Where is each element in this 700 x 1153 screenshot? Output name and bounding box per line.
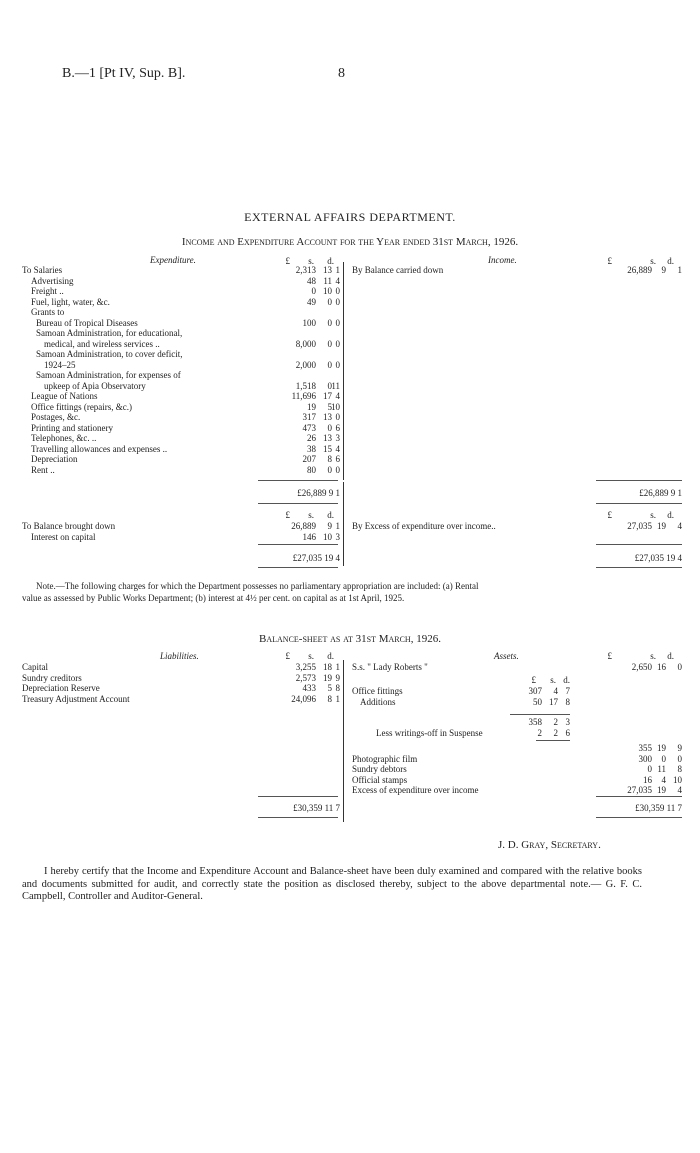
amount-pounds: 100: [302, 317, 316, 328]
asset-row: [352, 662, 682, 673]
amount-shillings: 16: [657, 662, 666, 672]
amount-pence: 0: [335, 317, 340, 328]
asset-net-fittings: [352, 743, 682, 754]
liabilities-currency-header: £ s. d.: [285, 651, 334, 661]
row-label: Official stamps: [352, 774, 408, 785]
amount-pence: 0: [335, 338, 340, 349]
amount-pence: 4: [677, 785, 682, 795]
amount-pounds: 49: [307, 296, 316, 307]
amount-pounds: 0: [311, 286, 316, 296]
amount-pence: 8: [677, 764, 682, 774]
row-label: To Salaries: [22, 265, 63, 275]
amount-shillings: 11: [323, 275, 332, 286]
row-label: By Excess of expenditure over income..: [352, 521, 496, 531]
amount-pence: 3: [565, 717, 570, 727]
liabilities-total: £30,359 11 7: [293, 803, 340, 813]
assets-column-heading: Assets.: [494, 651, 519, 661]
amount-shillings: 8: [327, 454, 332, 464]
rule: [510, 714, 570, 715]
row-label: Office fittings: [352, 686, 403, 696]
amount-pounds: 26,889: [291, 521, 316, 531]
amount-pounds: 8,000: [295, 338, 316, 349]
amount-shillings: 2: [553, 717, 558, 727]
asset-subrow: [352, 686, 582, 697]
amount-shillings: 5: [327, 683, 332, 693]
row-label: Depreciation: [31, 454, 78, 464]
income-total: £26,889 9 1: [639, 488, 682, 498]
amount-pounds: 2,000: [295, 359, 316, 370]
expenditure-currency-header: £ s. d.: [285, 256, 334, 266]
row-label: Depreciation Reserve: [22, 683, 100, 693]
amount-shillings: 19: [657, 521, 666, 531]
amount-pounds: 207: [302, 454, 316, 464]
rule: [258, 817, 338, 818]
amount-pounds: 473: [302, 422, 316, 433]
secretary-signature: J. D. Gray, Secretary.: [498, 839, 601, 851]
row-label: Telephones, &c. ..: [31, 433, 97, 443]
amount-pounds: 27,035: [627, 521, 652, 531]
amount-pounds: 24,096: [291, 693, 316, 704]
row-label: Interest on capital: [31, 531, 96, 542]
row-label: League of Nations: [31, 391, 98, 401]
amount-pence: 4: [335, 391, 340, 401]
amount-pounds: 1,518: [295, 380, 316, 391]
amount-pounds: 433: [302, 683, 316, 693]
row-label: Photographic film: [352, 753, 418, 764]
amount-pence: 3: [335, 531, 340, 542]
audit-certificate: I hereby certify that the Income and Expenditure Account and Balance-sheet have been duly examined and compared with the relative books and documents submitted for audit, and correctly state the position as disclosed thereby, subject to the above departmental note.— G. F. C. Campbell, Controller and Auditor-General.: [22, 866, 642, 902]
liabilities-column-heading: Liabilities.: [160, 651, 199, 661]
amount-pence: 6: [335, 454, 340, 464]
amount-pounds: 2,573: [295, 672, 316, 683]
amount-pence: 8: [565, 696, 570, 707]
amount-shillings: 11: [657, 764, 666, 774]
amount-shillings: 0: [327, 422, 332, 433]
expenditure-total: £26,889 9 1: [297, 488, 340, 498]
row-label: Excess of expenditure over income: [352, 785, 479, 795]
amount-shillings: 0: [661, 753, 666, 764]
assets-total: £30,359 11 7: [635, 803, 682, 813]
note-line-1: Note.—The following charges for which the Department possesses no parliamentary appropriation are included: (a) Rental: [36, 581, 479, 591]
row-label: Less writings-off in Suspense: [376, 728, 483, 738]
rule: [596, 817, 682, 818]
amount-shillings: 0: [327, 296, 332, 307]
income-currency-header-2: £ s. d.: [607, 510, 674, 520]
amount-pounds: 50: [533, 696, 542, 707]
row-label: Freight ..: [31, 286, 64, 296]
amount-pence: 0: [335, 412, 340, 422]
amount-pence: 6: [565, 728, 570, 738]
amount-shillings: 13: [323, 265, 332, 275]
expenditure-total-2: £27,035 19 4: [292, 553, 340, 563]
rule: [536, 740, 570, 741]
amount-pence: 0: [335, 359, 340, 370]
amount-shillings: 13: [323, 433, 332, 443]
amount-pence: 10: [673, 774, 682, 785]
amount-shillings: 4: [661, 774, 666, 785]
amount-pence: 0: [335, 464, 340, 475]
amount-shillings: 18: [323, 662, 332, 672]
liability-row: [22, 662, 342, 673]
amount-pence: 6: [335, 422, 340, 433]
amount-pounds: 80: [307, 464, 316, 475]
rule: [596, 796, 682, 797]
amount-pounds: 317: [302, 412, 316, 422]
row-label: Office fittings (repairs, &c.): [31, 401, 133, 412]
row-label: Fuel, light, water, &c.: [31, 296, 110, 307]
amount-shillings: 9: [327, 521, 332, 531]
amount-shillings: 0: [327, 359, 332, 370]
asset-subrow: [352, 697, 582, 708]
amount-pounds: 2,313: [295, 265, 316, 275]
amount-pence: 0: [335, 296, 340, 307]
amount-pence: 3: [335, 433, 340, 443]
row-label: Treasury Adjustment Account: [22, 693, 130, 704]
asset-row: [352, 764, 682, 775]
amount-pence: 1: [335, 521, 340, 531]
amount-shillings: 8: [327, 693, 332, 704]
asset-row: [352, 775, 682, 786]
amount-pounds: 355: [638, 743, 652, 753]
amount-pounds: 358: [528, 717, 542, 727]
currency-unit: s.: [550, 675, 556, 685]
expenditure-column-heading: Expenditure.: [150, 255, 196, 265]
amount-shillings: 0: [327, 380, 332, 391]
liability-row: [22, 673, 342, 684]
amount-shillings: 19: [323, 672, 332, 683]
amount-pounds: 2,650: [631, 662, 652, 672]
amount-shillings: 15: [323, 443, 332, 454]
page-number: 8: [338, 66, 345, 81]
amount-pence: 0: [677, 753, 682, 764]
row-label: 1924–25: [44, 359, 76, 370]
document-title: EXTERNAL AFFAIRS DEPARTMENT.: [244, 210, 456, 224]
amount-shillings: 19: [657, 785, 666, 795]
amount-shillings: 10: [323, 531, 332, 542]
row-label: upkeep of Apia Observatory: [44, 380, 146, 391]
row-label: Travelling allowances and expenses ..: [31, 443, 168, 454]
row-label: Sundry creditors: [22, 672, 82, 683]
asset-writeoff: [352, 728, 582, 739]
amount-pence: 11: [331, 380, 340, 391]
balance-sheet-heading: Balance-sheet as at 31st March, 1926.: [259, 633, 441, 645]
amount-shillings: 19: [657, 743, 666, 753]
asset-row: [352, 785, 682, 796]
amount-pence: 1: [335, 662, 340, 672]
note-line-2: value as assessed by Public Works Department; (b) interest at 4½ per cent. on capital as at 1st April, 1925.: [22, 593, 405, 603]
amount-shillings: 0: [327, 464, 332, 475]
amount-pence: 10: [331, 401, 340, 412]
assets-subcolumn-header: [524, 675, 574, 686]
amount-pounds: 26,889: [627, 265, 652, 275]
income-column-heading: Income.: [488, 255, 517, 265]
amount-pence: 0: [677, 662, 682, 672]
amount-shillings: 17: [549, 696, 558, 707]
amount-shillings: 5: [327, 401, 332, 412]
row-label: Advertising: [31, 275, 74, 286]
assets-currency-header: £ s. d.: [607, 651, 674, 661]
row-label: Printing and stationery: [31, 422, 113, 433]
row-label: S.s. " Lady Roberts ": [352, 662, 428, 672]
amount-pence: 8: [335, 683, 340, 693]
amount-pounds: 16: [643, 774, 652, 785]
amount-shillings: 13: [323, 412, 332, 422]
amount-pounds: 19: [307, 401, 316, 412]
amount-pence: 4: [677, 521, 682, 531]
currency-unit: d.: [563, 675, 570, 685]
amount-shillings: 2: [553, 728, 558, 738]
page-reference: B.—1 [Pt IV, Sup. B].: [62, 66, 186, 81]
amount-pence: 1: [677, 265, 682, 275]
amount-pounds: 27,035: [627, 785, 652, 795]
liability-row: [22, 683, 342, 694]
amount-shillings: 10: [323, 286, 332, 296]
amount-pounds: 146: [302, 531, 316, 542]
row-label: Additions: [360, 696, 396, 707]
currency-unit: £: [531, 675, 536, 685]
amount-pence: 1: [335, 693, 340, 704]
column-divider: [343, 660, 344, 822]
amount-pence: 1: [335, 265, 340, 275]
row-label: Rent ..: [31, 464, 55, 475]
income-currency-header: £ s. d.: [607, 256, 674, 266]
amount-pence: 9: [677, 743, 682, 753]
row-label: Postages, &c.: [31, 412, 81, 422]
amount-pence: 4: [335, 443, 340, 454]
amount-pounds: 2: [537, 728, 542, 738]
amount-pounds: 48: [307, 275, 316, 286]
asset-subtotal: [352, 717, 582, 728]
amount-pounds: 300: [638, 753, 652, 764]
amount-pounds: 38: [307, 443, 316, 454]
amount-pounds: 3,255: [295, 662, 316, 672]
amount-shillings: 9: [661, 265, 666, 275]
row-label: To Balance brought down: [22, 521, 116, 531]
amount-pence: 4: [335, 275, 340, 286]
row-label: Samoan Administration, to cover deficit,: [36, 349, 183, 359]
amount-pounds: 11,696: [291, 391, 316, 401]
amount-pounds: 307: [528, 686, 542, 696]
amount-pence: 9: [335, 672, 340, 683]
amount-pounds: 0: [647, 764, 652, 774]
row-label: Bureau of Tropical Diseases: [36, 317, 138, 328]
row-label: Sundry debtors: [352, 764, 407, 774]
row-label: By Balance carried down: [352, 265, 444, 275]
row-label: medical, and wireless services ..: [44, 338, 160, 349]
rule: [258, 796, 338, 797]
amount-pence: 0: [335, 286, 340, 296]
row-label: Grants to: [31, 307, 65, 317]
income-account-heading: Income and Expenditure Account for the Year ended 31st March, 1926.: [181, 236, 519, 248]
amount-shillings: 4: [553, 686, 558, 696]
amount-shillings: 17: [323, 391, 332, 401]
row-label: Samoan Administration, for expenses of: [36, 370, 181, 380]
amount-pence: 7: [565, 686, 570, 696]
expenditure-currency-header-2: £ s. d.: [285, 510, 334, 520]
amount-pounds: 26: [307, 433, 316, 443]
amount-shillings: 0: [327, 317, 332, 328]
asset-row: [352, 754, 682, 765]
row-label: Capital: [22, 662, 48, 672]
liability-row: [22, 694, 342, 705]
amount-shillings: 0: [327, 338, 332, 349]
income-total-2: £27,035 19 4: [634, 553, 682, 563]
row-label: Samoan Administration, for educational,: [36, 328, 183, 338]
